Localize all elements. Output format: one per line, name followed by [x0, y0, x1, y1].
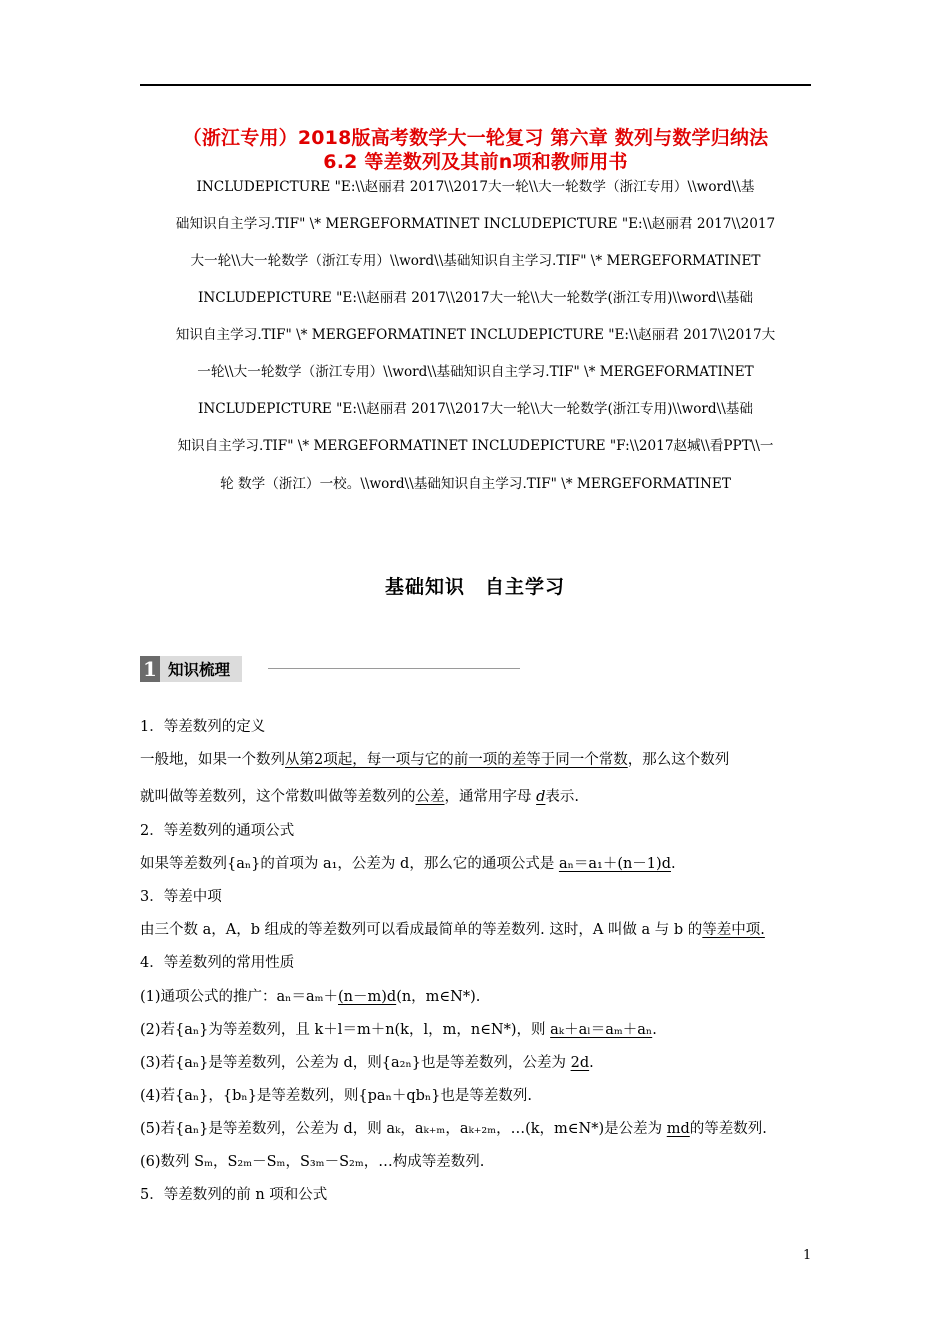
- blank-answer: 等差中项.: [702, 922, 765, 938]
- heading-arithmetic-mean: 3．等差中项: [140, 889, 222, 905]
- paragraph-definition-cont: 就叫做等差数列，这个常数叫做等差数列的公差，通常用字母 d表示.: [140, 789, 580, 805]
- badge-rule: [268, 668, 520, 669]
- paragraph-general-term: 如果等差数列{aₙ}的首项为 a₁，公差为 d，那么它的通项公式是 aₙ＝a₁＋(n－1)d.: [140, 856, 676, 872]
- header-rule: [140, 84, 811, 86]
- blank-answer: 从第2项起，每一项与它的前一项的差等于同一个常数: [285, 752, 628, 768]
- doc-title-line1: （浙江专用）2018版高考数学大一轮复习 第六章 数列与数学归纳法: [182, 127, 769, 149]
- blank-answer: d: [536, 789, 546, 805]
- heading-sum-formula: 5．等差数列的前 n 项和公式: [140, 1187, 328, 1203]
- include-field-line: INCLUDEPICTURE "E:\\赵丽君 2017\\2017大一轮\\大一轮数学(浙江专用)\\word\\基础: [198, 290, 753, 306]
- include-field-line: 知识自主学习.TIF" \* MERGEFORMATINET INCLUDEPICTURE "E:\\赵丽君 2017\\2017大: [175, 327, 776, 343]
- property-5: (5)若{aₙ}是等差数列，公差为 d，则 aₖ，aₖ₊ₘ，aₖ₊₂ₘ，…(k，m∈N*)是公差为 md的等差数列.: [140, 1121, 767, 1137]
- paragraph-definition: 一般地，如果一个数列从第2项起，每一项与它的前一项的差等于同一个常数，那么这个数列: [140, 752, 730, 768]
- section-title: 基础知识 自主学习: [384, 576, 565, 598]
- heading-properties: 4．等差数列的常用性质: [140, 955, 295, 971]
- heading-general-term: 2．等差数列的通项公式: [140, 823, 295, 839]
- paragraph-arithmetic-mean: 由三个数 a，A，b 组成的等差数列可以看成最简单的等差数列. 这时，A 叫做 a 与 b 的等差中项.: [140, 922, 765, 938]
- property-4: (4)若{aₙ}，{bₙ}是等差数列，则{paₙ＋qbₙ}也是等差数列.: [140, 1088, 533, 1104]
- blank-answer: 2d: [570, 1055, 590, 1071]
- include-field-line: 大一轮\\大一轮数学（浙江专用）\\word\\基础知识自主学习.TIF" \* MERGEFORMATINET: [190, 253, 761, 269]
- property-3: (3)若{aₙ}是等差数列，公差为 d，则{a₂ₙ}也是等差数列，公差为 2d.: [140, 1055, 594, 1071]
- include-field-line: 知识自主学习.TIF" \* MERGEFORMATINET INCLUDEPICTURE "F:\\2017赵堿\\看PPT\\一: [177, 438, 774, 454]
- page-number: 1: [803, 1248, 812, 1263]
- property-6: (6)数列 Sₘ，S₂ₘ－Sₘ，S₃ₘ－S₂ₘ，…构成等差数列.: [140, 1154, 485, 1170]
- include-field-line: INCLUDEPICTURE "E:\\赵丽君 2017\\2017大一轮\\大一轮数学(浙江专用)\\word\\基础: [198, 401, 753, 417]
- property-1: (1)通项公式的推广：aₙ＝aₘ＋(n－m)d(n，m∈N*).: [140, 989, 481, 1005]
- include-field-line: 础知识自主学习.TIF" \* MERGEFORMATINET INCLUDEPICTURE "E:\\赵丽君 2017\\2017: [175, 216, 776, 232]
- heading-definition: 1．等差数列的定义: [140, 719, 266, 735]
- blank-answer: 公差: [415, 789, 445, 805]
- badge-label: 知识梳理: [160, 656, 242, 682]
- badge-number: 1: [140, 656, 160, 682]
- blank-answer: aₙ＝a₁＋(n－1)d: [558, 856, 671, 872]
- blank-answer: aₖ＋aₗ＝aₘ＋aₙ: [550, 1022, 653, 1038]
- property-2: (2)若{aₙ}为等差数列，且 k＋l＝m＋n(k，l，m，n∈N*)，则 aₖ＋aₗ＝aₘ＋aₙ.: [140, 1022, 657, 1038]
- include-field-line: 轮 数学（浙江）一校。\\word\\基础知识自主学习.TIF" \* MERGEFORMATINET: [220, 476, 731, 492]
- include-field-line: INCLUDEPICTURE "E:\\赵丽君 2017\\2017大一轮\\大一轮数学（浙江专用）\\word\\基: [196, 179, 755, 195]
- include-field-line: 一轮\\大一轮数学（浙江专用）\\word\\基础知识自主学习.TIF" \* MERGEFORMATINET: [197, 364, 754, 380]
- section-badge: [140, 656, 242, 682]
- blank-answer: md: [666, 1121, 690, 1137]
- doc-title-line2: 6.2 等差数列及其前n项和教师用书: [323, 151, 628, 173]
- blank-answer: (n－m)d: [338, 989, 397, 1005]
